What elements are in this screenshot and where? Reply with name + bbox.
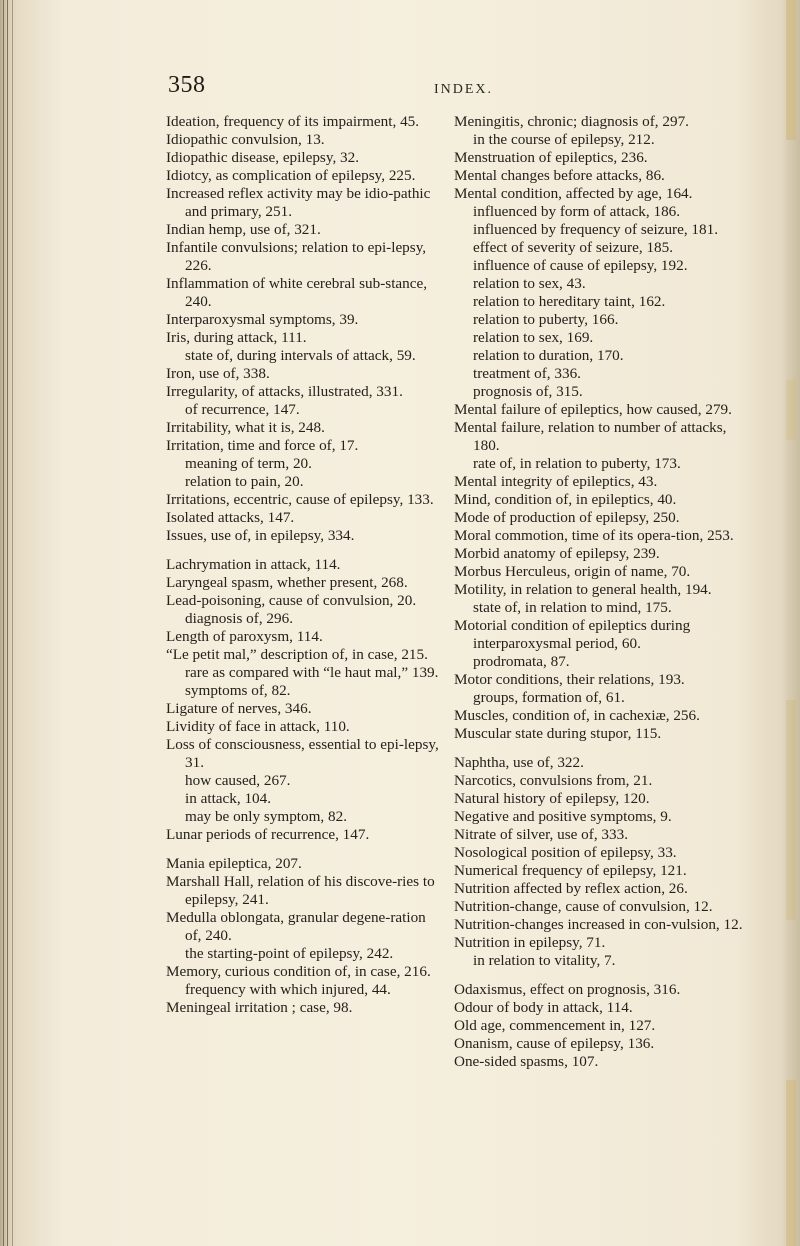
index-entry: Interparoxysmal symptoms, 39.: [166, 311, 359, 328]
index-entry: Lividity of face in attack, 110.: [166, 718, 350, 735]
index-subentry: state of, during intervals of attack, 59.: [185, 347, 416, 364]
index-entry: Mental integrity of epileptics, 43.: [454, 473, 658, 490]
index-entry: Mental failure, relation to number of attacks, 180.: [454, 419, 727, 454]
index-entry: Natural history of epilepsy, 120.: [454, 790, 650, 807]
index-entry: Laryngeal spasm, whether present, 268.: [166, 574, 408, 591]
index-entry: Mode of production of epilepsy, 250.: [454, 509, 680, 526]
index-entry: Motility, in relation to general health, 194.: [454, 581, 712, 598]
index-subentry: the starting-point of epilepsy, 242.: [185, 945, 394, 962]
index-entry: Issues, use of, in epilepsy, 334.: [166, 527, 355, 544]
index-entry: Increased reflex activity may be idio-pathic and primary, 251.: [166, 185, 431, 220]
index-subentry: relation to hereditary taint, 162.: [473, 293, 666, 310]
index-subentry: effect of severity of seizure, 185.: [473, 239, 674, 256]
index-entry: Motor conditions, their relations, 193.: [454, 671, 685, 688]
index-entry: Iron, use of, 338.: [166, 365, 270, 382]
index-entry: Lachrymation in attack, 114.: [166, 556, 341, 573]
index-entry: Idiopathic disease, epilepsy, 32.: [166, 149, 360, 166]
index-subentry: relation to puberty, 166.: [473, 311, 619, 328]
index-subentry: in attack, 104.: [185, 790, 272, 807]
index-subentry: in relation to vitality, 7.: [473, 952, 616, 969]
book-spine: [0, 0, 18, 1246]
index-entry: Numerical frequency of epilepsy, 121.: [454, 862, 687, 879]
index-column-right: [454, 113, 752, 1071]
running-head: INDEX.: [434, 82, 494, 97]
index-entry: Iris, during attack, 111.: [166, 329, 307, 346]
index-entry: Menstruation of epileptics, 236.: [454, 149, 648, 166]
index-entry: Nutrition in epilepsy, 71.: [454, 934, 606, 951]
index-subentry: state of, in relation to mind, 175.: [473, 599, 672, 616]
index-entry: Indian hemp, use of, 321.: [166, 221, 321, 238]
index-entry: Muscular state during stupor, 115.: [454, 725, 662, 742]
index-subentry: relation to pain, 20.: [185, 473, 304, 490]
index-entry: “Le petit mal,” description of, in case, 215.: [166, 646, 428, 663]
index-subentry: influence of cause of epilepsy, 192.: [473, 257, 688, 274]
index-entry: Idiopathic convulsion, 13.: [166, 131, 325, 148]
index-subentry: how caused, 267.: [185, 772, 291, 789]
index-entry: Loss of consciousness, essential to epi-lepsy, 31.: [166, 736, 439, 771]
index-entry: Mental failure of epileptics, how caused, 279.: [454, 401, 732, 418]
index-entry: Irritations, eccentric, cause of epilepsy, 133.: [166, 491, 434, 508]
index-subentry: diagnosis of, 296.: [185, 610, 293, 627]
index-entry: Infantile convulsions; relation to epi-lepsy, 226.: [166, 239, 427, 274]
index-entry: Old age, commencement in, 127.: [454, 1017, 656, 1034]
index-entry: Mind, condition of, in epileptics, 40.: [454, 491, 677, 508]
index-entry: Meningitis, chronic; diagnosis of, 297.: [454, 113, 689, 130]
index-entry: Inflammation of white cerebral sub-stance, 240.: [166, 275, 428, 310]
index-entry: Ligature of nerves, 346.: [166, 700, 312, 717]
index-subentry: relation to sex, 169.: [473, 329, 594, 346]
index-subentry: frequency with which injured, 44.: [185, 981, 391, 998]
index-column-left: [166, 113, 442, 1017]
index-entry: Naphtha, use of, 322.: [454, 754, 584, 771]
index-subentry: prodromata, 87.: [473, 653, 570, 670]
index-entry: Motorial condition of epileptics during interparoxysmal period, 60.: [454, 617, 691, 652]
index-entry: Memory, curious condition of, in case, 216.: [166, 963, 431, 980]
index-subentry: rare as compared with “le haut mal,” 139.: [185, 664, 439, 681]
index-entry: Negative and positive symptoms, 9.: [454, 808, 672, 825]
index-subentry: influenced by frequency of seizure, 181.: [473, 221, 719, 238]
index-subentry: in the course of epilepsy, 212.: [473, 131, 655, 148]
index-entry: Nosological position of epilepsy, 33.: [454, 844, 677, 861]
index-entry: Muscles, condition of, in cachexiæ, 256.: [454, 707, 700, 724]
index-entry: Onanism, cause of epilepsy, 136.: [454, 1035, 655, 1052]
index-entry: Nitrate of silver, use of, 333.: [454, 826, 629, 843]
index-entry: Irregularity, of attacks, illustrated, 331.: [166, 383, 403, 400]
index-entry: Morbid anatomy of epilepsy, 239.: [454, 545, 660, 562]
index-subentry: meaning of term, 20.: [185, 455, 312, 472]
index-entry: Irritability, what it is, 248.: [166, 419, 325, 436]
index-entry: Meningeal irritation ; case, 98.: [166, 999, 353, 1016]
index-entry: Odaxismus, effect on prognosis, 316.: [454, 981, 681, 998]
index-entry: Mania epileptica, 207.: [166, 855, 302, 872]
index-entry: Ideation, frequency of its impairment, 45.: [166, 113, 420, 130]
index-subentry: groups, formation of, 61.: [473, 689, 625, 706]
index-entry: Mental changes before attacks, 86.: [454, 167, 665, 184]
index-subentry: relation to sex, 43.: [473, 275, 586, 292]
index-entry: Irritation, time and force of, 17.: [166, 437, 359, 454]
index-subentry: rate of, in relation to puberty, 173.: [473, 455, 681, 472]
index-entry: One-sided spasms, 107.: [454, 1053, 599, 1070]
index-entry: Idiotcy, as complication of epilepsy, 225.: [166, 167, 416, 184]
index-entry: Nutrition affected by reflex action, 26.: [454, 880, 688, 897]
index-subentry: of recurrence, 147.: [185, 401, 300, 418]
index-subentry: treatment of, 336.: [473, 365, 581, 382]
index-subentry: prognosis of, 315.: [473, 383, 583, 400]
index-subentry: relation to duration, 170.: [473, 347, 624, 364]
index-entry: Narcotics, convulsions from, 21.: [454, 772, 653, 789]
index-subentry: symptoms of, 82.: [185, 682, 291, 699]
page-edge: [780, 0, 800, 1246]
index-entry: Nutrition-changes increased in con-vulsion, 12.: [454, 916, 743, 933]
index-entry: Medulla oblongata, granular degene-ration of, 240.: [166, 909, 426, 944]
index-entry: Morbus Herculeus, origin of name, 70.: [454, 563, 691, 580]
index-entry: Moral commotion, time of its opera-tion, 253.: [454, 527, 734, 544]
index-entry: Mental condition, affected by age, 164.: [454, 185, 693, 202]
index-subentry: influenced by form of attack, 186.: [473, 203, 681, 220]
index-entry: Odour of body in attack, 114.: [454, 999, 633, 1016]
page-number: 358: [168, 72, 206, 98]
index-entry: Lunar periods of recurrence, 147.: [166, 826, 370, 843]
index-entry: Length of paroxysm, 114.: [166, 628, 323, 645]
index-entry: Marshall Hall, relation of his discove-ries to epilepsy, 241.: [166, 873, 435, 908]
index-subentry: may be only symptom, 82.: [185, 808, 347, 825]
index-entry: Lead-poisoning, cause of convulsion, 20.: [166, 592, 417, 609]
index-entry: Nutrition-change, cause of convulsion, 12.: [454, 898, 713, 915]
index-entry: Isolated attacks, 147.: [166, 509, 295, 526]
